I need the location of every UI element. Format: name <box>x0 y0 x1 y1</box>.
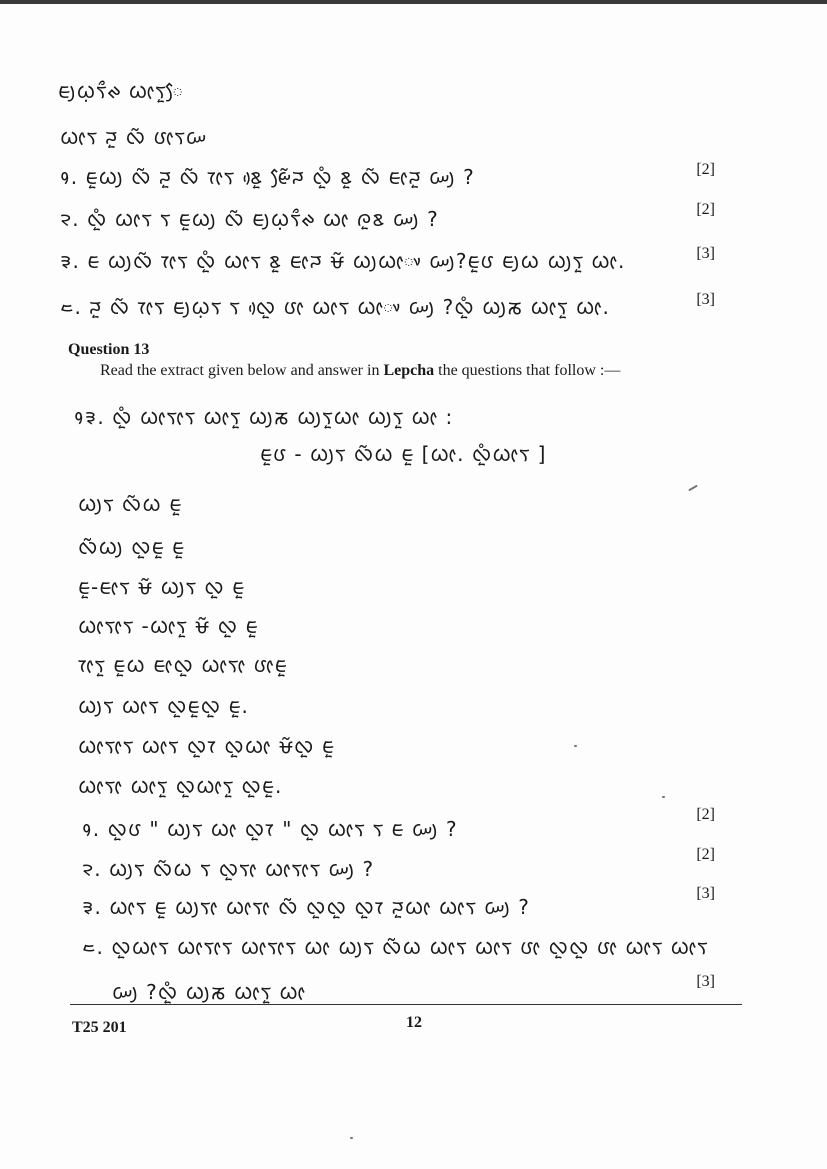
marks-3: [3] <box>696 245 715 262</box>
page-number: 12 <box>406 1014 422 1031</box>
question-intro: ᱁᱃. ᰜᰬᰱ ᰃᰦᰛᰦᰛ ᰃᰦᰛᰬ ᰃᰪᰕ ᰃᰪᰛᰬᰃᰦ ᰃᰪᰛᰬ ᰃᰦ : <box>74 405 454 429</box>
sub-question-3: ᱃. ᰃᰦᰛ ᰀᰬ ᰃᰪᰛᰦ ᰃᰦᰛᰦ ᰜᰲ ᰜᰬᰜᰬ ᰜᰬᰅ ᰎᰬᰃᰦ ᰃᰦᰛ ᰠᰪ ? <box>82 895 530 919</box>
scan-speck <box>350 1137 353 1139</box>
instruction-bold: Lepcha <box>383 362 435 379</box>
question-line-4: ᱄. ᰎᰬ ᰜᰲ ᰅᰦᰛ ᰀᰪᰃ᰷ᰛ ᰛ ᰜᰬᰴ ᰂᰦ ᰃᰦᰛ ᰃᰦᰤ ᰠᰪ ?ᰜᰬᰱ ᰃᰪᰕ ᰃᰦᰛᰬ ᰃᰦ. <box>60 295 610 319</box>
sub-marks-4: [3] <box>696 973 715 990</box>
paper-code: T25 201 <box>72 1019 127 1036</box>
poem-line-5: ᰅᰦᰛᰬ ᰀᰬᰃ ᰀᰦᰜᰬ ᰃᰦᰛᰦ ᰂᰦᰀᰬ <box>78 653 288 677</box>
poem-line-6: ᰃᰪᰛ ᰃᰦᰛ ᰜᰬᰀᰬᰜᰬ ᰀᰬ. <box>78 694 249 718</box>
scan-speck <box>662 796 665 798</box>
marks-2: [2] <box>696 201 715 218</box>
question-line-1: ᱁. ᰀᰬᰃᰪ ᰜᰲ ᰎᰬ ᰜᰲ ᰅᰦᰛ ᰣᰬᰴ ᰡᰧᰲᰎ ᰜᰬᰱ ᰣᰬ ᰜᰲ ᰀᰦᰎᰬ ᰠᰪ ? <box>60 165 475 189</box>
section-heading: ᰀᰪᰃ᰷ᰛᰰᰊ ᰃᰦᰛᰬᰧ <box>58 79 184 103</box>
question-instruction <box>100 362 620 380</box>
poem-line-7: ᰃᰦᰛᰦᰛ ᰃᰦᰛ ᰜᰬᰅ ᰜᰬᰃᰦ ᰝᰲᰜᰬ ᰀᰬ <box>78 734 335 758</box>
sub-marks-2: [2] <box>696 846 715 863</box>
sub-marks-1: [2] <box>696 806 715 823</box>
footer-rule <box>70 1004 742 1005</box>
poem-line-1: ᰃᰪᰛ ᰜᰲᰃ ᰀᰬ <box>78 492 183 516</box>
instruction-post: the questions that follow :— <box>434 362 621 379</box>
sub-question-1: ᱁. ᰜᰬᰂ " ᰃᰪᰛ ᰃᰦ ᰜᰬᰅ " ᰜᰬ ᰃᰦᰛ ᰛ ᰀ ᰠᰪ ? <box>82 817 458 841</box>
question-line-3: ᱃. ᰀ ᰃᰪᰜᰲ ᰅᰦᰛ ᰜᰬᰱ ᰃᰦᰛ ᰣᰬ ᰀᰦᰎ ᰝᰲ ᰃᰪᰃᰦᰤ ᰠᰪ?ᰀᰬᰂ ᰀᰪᰃ ᰃᰪᰛᰬ ᰃᰦ. <box>60 249 626 273</box>
poem-title: ᰀᰬᰂ - ᰃᰪᰛ ᰜᰲᰃ ᰀᰬ [ᰃᰦ. ᰜᰬᰱᰃᰦᰛ ] <box>260 442 547 466</box>
poem-line-8: ᰃᰦᰛᰦ ᰃᰦᰛᰬ ᰜᰬᰃᰦᰛᰬ ᰜᰬᰀᰬ. <box>78 774 283 798</box>
question-heading: Question 13 <box>68 341 150 358</box>
sub-question-4: ᱄. ᰜᰬᰃᰦᰛ ᰃᰦᰛᰦᰛ ᰃᰦᰛᰦᰛ ᰃᰦ ᰃᰪᰛ ᰜᰲᰃ ᰃᰦᰛ ᰃᰦᰛ ᰂᰦ ᰜᰬᰜᰬ ᰂᰦ ᰃᰦᰛ ᰃᰦᰛ <box>82 935 709 959</box>
poem-line-2: ᰜᰲᰃᰪ ᰜᰬᰀᰬ ᰀᰬ <box>78 535 186 559</box>
sub-question-2: ᱂. ᰃᰪᰛ ᰜᰲᰃ ᰛ ᰜᰬᰛᰦ ᰃᰦᰛᰦᰛ ᰠᰪ ? <box>82 857 375 881</box>
instruction-pre: Read the extract given below and answer in <box>100 362 384 379</box>
marks-4: [3] <box>696 291 715 308</box>
poem-line-4: ᰃᰦᰛᰦᰛ -ᰃᰦᰛᰬ ᰝᰲ ᰜᰬ ᰀᰬ <box>78 614 259 638</box>
poem-line-3: ᰀᰬ-ᰀᰦᰛ ᰝᰲ ᰃᰪᰛ ᰜᰬ ᰀᰬ <box>78 575 246 599</box>
sub-marks-3: [3] <box>696 885 715 902</box>
section-subheading: ᰃᰦᰛ ᰎᰬ ᰜᰲ ᰂᰦᰛᰠ <box>60 125 207 149</box>
question-line-2: ᱂. ᰜᰬᰱ ᰃᰦᰛ ᰛ ᰀᰬᰃᰪ ᰜᰲ ᰀᰪᰃ᰷ᰛᰰᰊ ᰃᰦ ᰍᰬᰣ ᰠᰪ ? <box>60 207 439 231</box>
scan-speck <box>688 485 698 492</box>
marks-1: [2] <box>696 161 715 178</box>
top-border <box>0 0 827 4</box>
scan-speck <box>574 745 577 747</box>
sub-question-4-cont: ᰠᰪ ?ᰜᰬᰱ ᰃᰪᰕ ᰃᰦᰛᰬ ᰃᰦ <box>112 980 307 1004</box>
